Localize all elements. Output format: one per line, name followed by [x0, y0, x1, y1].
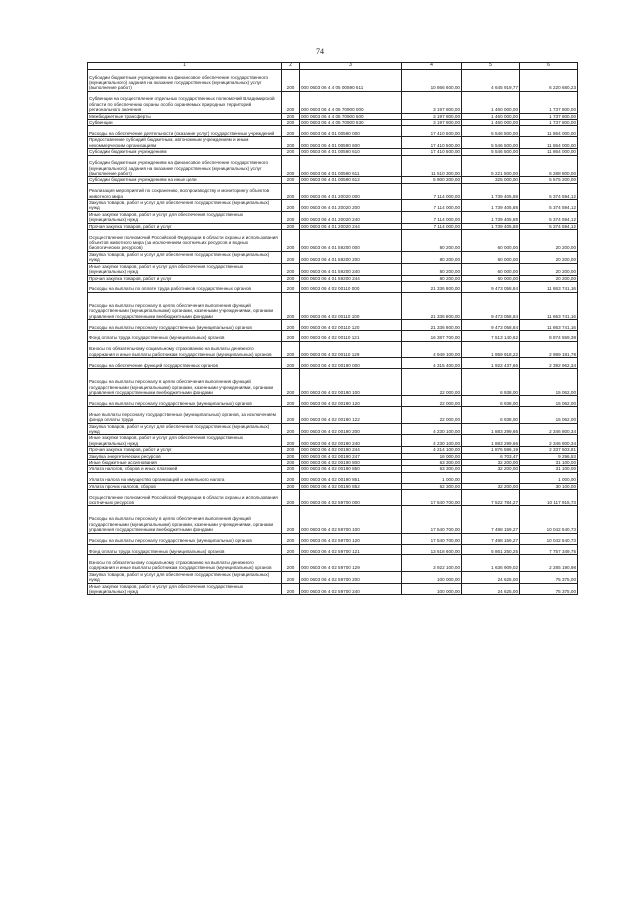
row-approved-amount-cell: 22 000,00 — [402, 369, 462, 396]
table-row — [88, 91, 578, 113]
row-name-cell: Расходы на выплаты персоналу государственных (муниципальных) органов — [88, 533, 282, 544]
row-name-cell: Взносы по обязательному социальному страхованию на выплаты денежного содержания и иные выплаты работникам государственных (муниципальных) органов — [88, 555, 282, 571]
row-approved-amount-cell: 4 230 100,00 — [402, 435, 462, 447]
row-executed-amount-cell: 32 200,00 — [462, 483, 520, 489]
table-row — [88, 490, 578, 506]
row-unexecuted-amount-cell: 11 864 000,00 — [520, 149, 578, 155]
row-name-cell: Расходы на обеспечение деятельности (оказание услуг) государственных учреждений — [88, 126, 282, 137]
row-executed-amount-cell: 60 000,00 — [462, 263, 520, 275]
row-approved-amount-cell: 21 336 800,00 — [402, 292, 462, 319]
row-name-cell: Расходы на выплаты персоналу государственных (муниципальных) органов — [88, 396, 282, 407]
row-approved-amount-cell: 3 197 800,00 — [402, 113, 462, 119]
row-code-cell: 200 — [282, 341, 300, 357]
row-name-cell: Иные бюджетные ассигнования — [88, 460, 282, 466]
table-row — [88, 275, 578, 281]
row-name-cell: Прочая закупка товаров, работ и услуг — [88, 275, 282, 281]
table-row — [88, 466, 578, 472]
row-classification-code-cell: 000 0603 06 4 01 00590 000 — [300, 126, 402, 137]
row-name-cell: Расходы на обеспечение функций государственных органов — [88, 358, 282, 369]
row-name-cell: Прочая закупка товаров, работ и услуг — [88, 223, 282, 229]
row-unexecuted-amount-cell: 10 042 540,73 — [520, 533, 578, 544]
row-executed-amount-cell: 7 513 140,62 — [462, 330, 520, 341]
row-code-cell: 200 — [282, 407, 300, 423]
row-classification-code-cell: 000 0603 06 4 01 00590 610 — [300, 149, 402, 155]
row-code-cell: 200 — [282, 113, 300, 119]
header-col-6: 6 — [520, 63, 578, 70]
row-name-cell: Субвенции — [88, 120, 282, 126]
row-approved-amount-cell: 16 387 700,00 — [402, 330, 462, 341]
row-approved-amount-cell: 4 315 400,00 — [402, 358, 462, 369]
row-approved-amount-cell: 3 197 800,00 — [402, 91, 462, 113]
row-unexecuted-amount-cell: 11 863 741,16 — [520, 281, 578, 292]
row-unexecuted-amount-cell: 2 346 800,34 — [520, 423, 578, 435]
row-executed-amount-cell: 1 883 299,66 — [462, 435, 520, 447]
row-unexecuted-amount-cell: 1 737 800,00 — [520, 120, 578, 126]
table-row — [88, 571, 578, 583]
table-row — [88, 544, 578, 555]
row-executed-amount-cell: 1 922 437,66 — [462, 358, 520, 369]
row-name-cell: Межбюджетные трансферты — [88, 113, 282, 119]
row-unexecuted-amount-cell: 20 200,00 — [520, 275, 578, 281]
row-classification-code-cell: 000 0603 06 4 01 00590 612 — [300, 177, 402, 183]
row-approved-amount-cell: 17 540 700,00 — [402, 506, 462, 533]
row-classification-code-cell: 000 0603 06 4 02 00110 100 — [300, 292, 402, 319]
table-row — [88, 200, 578, 212]
table-row — [88, 341, 578, 357]
row-executed-amount-cell: 1 739 405,88 — [462, 211, 520, 223]
row-classification-code-cell: 000 0603 06 4 02 00190 120 — [300, 396, 402, 407]
row-executed-amount-cell: 1 959 918,22 — [462, 341, 520, 357]
row-code-cell: 200 — [282, 423, 300, 435]
row-classification-code-cell: 000 0603 06 4 02 00190 850 — [300, 466, 402, 472]
table-row — [88, 472, 578, 483]
row-classification-code-cell: 000 0603 06 4 02 00110 000 — [300, 281, 402, 292]
row-code-cell: 200 — [282, 230, 300, 252]
row-classification-code-cell: 000 0603 06 4 01 00590 600 — [300, 137, 402, 149]
table-row — [88, 223, 578, 229]
row-unexecuted-amount-cell: 5 374 594,12 — [520, 211, 578, 223]
row-unexecuted-amount-cell: 20 200,00 — [520, 230, 578, 252]
row-name-cell: Иные закупки товаров, работ и услуг для обеспечения государственных (муниципальных) нужд — [88, 435, 282, 447]
row-approved-amount-cell: 11 510 300,00 — [402, 155, 462, 177]
row-approved-amount-cell: 4 230 100,00 — [402, 423, 462, 435]
row-name-cell: Уплата налога на имущество организаций и земельного налога — [88, 472, 282, 483]
row-unexecuted-amount-cell: 5 575 200,00 — [520, 177, 578, 183]
table-row — [88, 292, 578, 319]
row-code-cell: 200 — [282, 466, 300, 472]
row-name-cell: Иные закупки товаров, работ и услуг для обеспечения государственных (муниципальных) нужд — [88, 211, 282, 223]
row-name-cell: Взносы по обязательному социальному страхованию на выплаты денежного содержания и иные выплаты работникам государственных (муниципальных) органов — [88, 341, 282, 357]
table-row — [88, 407, 578, 423]
row-classification-code-cell: 000 0603 06 4 01 59200 240 — [300, 263, 402, 275]
table-row — [88, 211, 578, 223]
row-executed-amount-cell: 4 645 919,77 — [462, 70, 520, 92]
row-code-cell: 200 — [282, 281, 300, 292]
row-code-cell: 200 — [282, 472, 300, 483]
row-unexecuted-amount-cell: 1 000,00 — [520, 472, 578, 483]
row-code-cell: 200 — [282, 571, 300, 583]
row-code-cell: 200 — [282, 223, 300, 229]
row-approved-amount-cell: 16 000,00 — [402, 453, 462, 459]
table-row — [88, 251, 578, 263]
row-approved-amount-cell: 17 410 500,00 — [402, 137, 462, 149]
row-code-cell: 200 — [282, 435, 300, 447]
row-classification-code-cell: 000 0603 06 4 01 59200 244 — [300, 275, 402, 281]
row-approved-amount-cell: 17 410 500,00 — [402, 126, 462, 137]
row-unexecuted-amount-cell: 75 375,00 — [520, 571, 578, 583]
table-row — [88, 369, 578, 396]
row-classification-code-cell: 000 0603 06 4 02 59700 200 — [300, 571, 402, 583]
row-name-cell: Закупка товаров, работ и услуг для обеспечения государственных (муниципальных) нужд — [88, 423, 282, 435]
table-row — [88, 320, 578, 331]
row-approved-amount-cell: 7 114 000,00 — [402, 223, 462, 229]
table-row — [88, 583, 578, 595]
row-classification-code-cell: 000 0603 06 4 02 00190 247 — [300, 453, 402, 459]
row-code-cell: 200 — [282, 149, 300, 155]
row-name-cell: Закупка товаров, работ и услуг для обеспечения государственных (муниципальных) нужд — [88, 571, 282, 583]
row-approved-amount-cell: 3 197 800,00 — [402, 120, 462, 126]
row-classification-code-cell: 000 0603 06 4 01 59200 200 — [300, 251, 402, 263]
row-unexecuted-amount-cell: 2 346 800,34 — [520, 435, 578, 447]
table-row — [88, 423, 578, 435]
row-classification-code-cell: 000 0603 06 4 02 59700 000 — [300, 490, 402, 506]
row-name-cell: Закупка энергетических ресурсов — [88, 453, 282, 459]
row-approved-amount-cell: 80 200,00 — [402, 275, 462, 281]
row-approved-amount-cell: 17 410 500,00 — [402, 149, 462, 155]
row-classification-code-cell: 000 0603 06 4 02 00190 122 — [300, 407, 402, 423]
row-executed-amount-cell: 5 546 500,00 — [462, 126, 520, 137]
row-classification-code-cell: 000 0603 06 4 02 59700 129 — [300, 555, 402, 571]
table-header-row — [88, 63, 578, 70]
row-executed-amount-cell: 60 000,00 — [462, 251, 520, 263]
row-unexecuted-amount-cell: 15 062,00 — [520, 407, 578, 423]
row-approved-amount-cell: 17 540 700,00 — [402, 533, 462, 544]
row-classification-code-cell: 000 0603 06 4 02 59700 120 — [300, 533, 402, 544]
table-row — [88, 70, 578, 92]
table-row — [88, 137, 578, 149]
header-col-5: 5 — [462, 63, 520, 70]
row-code-cell: 200 — [282, 583, 300, 595]
row-name-cell: Субсидии бюджетным учреждениям на иные цели — [88, 177, 282, 183]
row-unexecuted-amount-cell: 10 117 915,73 — [520, 490, 578, 506]
row-classification-code-cell: 000 0603 06 4 01 20020 244 — [300, 223, 402, 229]
row-code-cell: 200 — [282, 120, 300, 126]
row-approved-amount-cell: 7 114 000,00 — [402, 183, 462, 199]
row-code-cell: 200 — [282, 544, 300, 555]
row-code-cell: 200 — [282, 320, 300, 331]
row-classification-code-cell: 000 0603 06 4 02 00110 120 — [300, 320, 402, 331]
table-row — [88, 358, 578, 369]
row-name-cell: Иные закупки товаров, работ и услуг для обеспечения государственных (муниципальных) нужд — [88, 263, 282, 275]
row-executed-amount-cell: 6 938,00 — [462, 396, 520, 407]
header-col-2: 2 — [282, 63, 300, 70]
row-approved-amount-cell: 22 000,00 — [402, 407, 462, 423]
row-name-cell: Субсидии бюджетным учреждениям на финансовое обеспечение государственного (муниципального) задания на оказание государственных (муниципальных) услуг (выполнение работ) — [88, 70, 282, 92]
row-executed-amount-cell: 6 703,47 — [462, 453, 520, 459]
row-executed-amount-cell: 1 460 000,00 — [462, 91, 520, 113]
row-executed-amount-cell: 32 200,00 — [462, 466, 520, 472]
row-executed-amount-cell: 1 460 000,00 — [462, 120, 520, 126]
row-unexecuted-amount-cell: 31 100,00 — [520, 460, 578, 466]
row-classification-code-cell: 000 0603 06 4 4 05 70900 500 — [300, 113, 402, 119]
row-unexecuted-amount-cell: 20 200,00 — [520, 263, 578, 275]
row-classification-code-cell: 000 0603 06 4 02 00190 240 — [300, 435, 402, 447]
row-classification-code-cell: 000 0603 06 4 4 05 70900 530 — [300, 120, 402, 126]
row-code-cell: 200 — [282, 292, 300, 319]
row-code-cell: 200 — [282, 183, 300, 199]
row-approved-amount-cell: 13 618 600,00 — [402, 544, 462, 555]
row-approved-amount-cell: 63 300,00 — [402, 466, 462, 472]
row-classification-code-cell: 000 0603 06 4 01 59200 000 — [300, 230, 402, 252]
row-classification-code-cell: 000 0603 06 4 02 00110 129 — [300, 341, 402, 357]
row-executed-amount-cell: 24 625,00 — [462, 583, 520, 595]
row-code-cell: 200 — [282, 200, 300, 212]
row-code-cell: 200 — [282, 506, 300, 533]
row-code-cell: 200 — [282, 490, 300, 506]
row-name-cell: Уплата прочих налогов, сборов — [88, 483, 282, 489]
row-name-cell: Расходы на выплаты персоналу государственных (муниципальных) органов — [88, 320, 282, 331]
row-code-cell: 200 — [282, 533, 300, 544]
row-code-cell: 200 — [282, 555, 300, 571]
row-classification-code-cell: 000 0603 06 4 01 20020 240 — [300, 211, 402, 223]
row-approved-amount-cell: 100 000,00 — [402, 583, 462, 595]
row-executed-amount-cell: 7 522 784,27 — [462, 490, 520, 506]
row-name-cell: Иные закупки товаров, работ и услуг для обеспечения государственных (муниципальных) нужд — [88, 583, 282, 595]
table-row — [88, 555, 578, 571]
row-executed-amount-cell: 5 221 500,00 — [462, 155, 520, 177]
row-name-cell: Расходы на выплаты персоналу в целях обеспечения выполнения функций государственными (муниципальными) органами, казенными учреждениями, органами управления государственными внебюджетными фондами — [88, 292, 282, 319]
row-unexecuted-amount-cell: 7 757 349,75 — [520, 544, 578, 555]
row-code-cell: 200 — [282, 251, 300, 263]
row-unexecuted-amount-cell: 5 374 594,12 — [520, 223, 578, 229]
row-executed-amount-cell: 1 636 909,02 — [462, 555, 520, 571]
row-executed-amount-cell: 1 883 299,66 — [462, 423, 520, 435]
row-name-cell: Осуществление полномочий Российской Федерации в области охраны и использования объектов животного мира (за исключением охотничьих ресурсов и водных биологических ресурсов) — [88, 230, 282, 252]
row-code-cell: 200 — [282, 369, 300, 396]
row-classification-code-cell: 000 0603 06 4 01 20020 000 — [300, 183, 402, 199]
row-code-cell: 200 — [282, 275, 300, 281]
row-unexecuted-amount-cell: 2 285 190,98 — [520, 555, 578, 571]
row-unexecuted-amount-cell: 5 374 594,12 — [520, 200, 578, 212]
row-unexecuted-amount-cell: 1 737 800,00 — [520, 113, 578, 119]
table-row — [88, 506, 578, 533]
row-executed-amount-cell: 32 200,00 — [462, 460, 520, 466]
row-code-cell: 200 — [282, 126, 300, 137]
row-executed-amount-cell: 6 938,00 — [462, 407, 520, 423]
row-code-cell: 200 — [282, 70, 300, 92]
row-classification-code-cell: 000 0603 06 4 02 00190 200 — [300, 423, 402, 435]
row-code-cell: 200 — [282, 137, 300, 149]
row-approved-amount-cell: 62 300,00 — [402, 483, 462, 489]
row-executed-amount-cell: 24 625,00 — [462, 571, 520, 583]
row-approved-amount-cell: 5 900 200,00 — [402, 177, 462, 183]
table-row — [88, 126, 578, 137]
table-row — [88, 435, 578, 447]
row-approved-amount-cell: 4 214 100,00 — [402, 447, 462, 453]
row-classification-code-cell: 000 0603 06 4 02 00190 800 — [300, 460, 402, 466]
row-approved-amount-cell: 22 000,00 — [402, 396, 462, 407]
row-unexecuted-amount-cell: 6 288 800,00 — [520, 155, 578, 177]
row-unexecuted-amount-cell: 2 989 181,78 — [520, 341, 578, 357]
row-name-cell: Осуществление полномочий Российской Федерации в области охраны и использования охотничьих ресурсов — [88, 490, 282, 506]
row-unexecuted-amount-cell: 9 296,53 — [520, 453, 578, 459]
row-name-cell: Фонд оплаты труда государственных (муниципальных) органов — [88, 544, 282, 555]
row-executed-amount-cell: 5 861 250,25 — [462, 544, 520, 555]
row-executed-amount-cell: 1 460 000,00 — [462, 113, 520, 119]
row-approved-amount-cell: 21 336 800,00 — [402, 320, 462, 331]
row-approved-amount-cell: 3 922 100,00 — [402, 555, 462, 571]
row-classification-code-cell: 000 0603 06 4 02 00190 852 — [300, 483, 402, 489]
page-number: 74 — [316, 47, 324, 56]
table-row — [88, 149, 578, 155]
row-unexecuted-amount-cell: 5 374 594,12 — [520, 183, 578, 199]
row-executed-amount-cell: 5 546 500,00 — [462, 137, 520, 149]
row-name-cell: Расходы на выплаты персоналу в целях обеспечения выполнения функций государственными (муниципальными) органами, казенными учреждениями, органами управления государственными внебюджетными фондами — [88, 369, 282, 396]
row-code-cell: 200 — [282, 460, 300, 466]
row-name-cell: Иные выплаты персоналу государственных (муниципальных) органов, за исключением фонда оплаты труда — [88, 407, 282, 423]
row-approved-amount-cell: 80 200,00 — [402, 230, 462, 252]
row-name-cell: Субсидии бюджетным учреждениям на финансовое обеспечение государственного (муниципального) задания на оказание государственных (муниципальных) услуг (выполнение работ) — [88, 155, 282, 177]
row-name-cell: Расходы на выплаты персоналу в целях обеспечения выполнения функций государственными (муниципальными) органами, казенными учреждениями, органами управления государственными внебюджетными фондами — [88, 506, 282, 533]
row-executed-amount-cell: 7 498 159,27 — [462, 533, 520, 544]
row-unexecuted-amount-cell: 8 874 559,38 — [520, 330, 578, 341]
table-row — [88, 330, 578, 341]
row-executed-amount-cell — [462, 472, 520, 483]
row-unexecuted-amount-cell: 31 100,00 — [520, 466, 578, 472]
table-row — [88, 396, 578, 407]
row-executed-amount-cell: 325 000,00 — [462, 177, 520, 183]
row-classification-code-cell: 000 0603 06 4 4 05 00590 611 — [300, 70, 402, 92]
row-approved-amount-cell: 7 114 000,00 — [402, 211, 462, 223]
row-code-cell: 200 — [282, 358, 300, 369]
row-code-cell: 200 — [282, 155, 300, 177]
row-classification-code-cell: 000 0603 06 4 4 05 70900 000 — [300, 91, 402, 113]
row-executed-amount-cell: 1 876 596,19 — [462, 447, 520, 453]
budget-execution-table — [87, 62, 578, 595]
row-executed-amount-cell: 7 498 159,27 — [462, 506, 520, 533]
row-executed-amount-cell: 9 473 058,84 — [462, 281, 520, 292]
row-name-cell: Расходы на выплаты по оплате труда работников государственных органов — [88, 281, 282, 292]
row-approved-amount-cell: 80 200,00 — [402, 251, 462, 263]
row-classification-code-cell: 000 0603 06 4 02 00190 000 — [300, 358, 402, 369]
row-approved-amount-cell: 63 300,00 — [402, 460, 462, 466]
row-unexecuted-amount-cell: 6 220 680,23 — [520, 70, 578, 92]
row-approved-amount-cell: 4 949 100,00 — [402, 341, 462, 357]
row-classification-code-cell: 000 0603 06 4 02 00190 244 — [300, 447, 402, 453]
row-unexecuted-amount-cell: 15 062,00 — [520, 369, 578, 396]
row-name-cell: Закупка товаров, работ и услуг для обеспечения государственных (муниципальных) нужд — [88, 200, 282, 212]
row-approved-amount-cell: 7 114 000,00 — [402, 200, 462, 212]
row-executed-amount-cell: 9 473 058,84 — [462, 292, 520, 319]
row-name-cell: Закупка товаров, работ и услуг для обеспечения государственных (муниципальных) нужд — [88, 251, 282, 263]
row-name-cell: Фонд оплаты труда государственных (муниципальных) органов — [88, 330, 282, 341]
row-classification-code-cell: 000 0603 06 4 02 59700 100 — [300, 506, 402, 533]
row-name-cell: Предоставление субсидий бюджетным, автономным учреждениям и иным некоммерческим организациям — [88, 137, 282, 149]
header-col-4: 4 — [402, 63, 462, 70]
row-name-cell: Субвенции на осуществление отдельных государственных полномочий Владимирской области по обеспечению охраны особо охраняемых природных территорий регионального значения — [88, 91, 282, 113]
row-executed-amount-cell: 1 739 405,88 — [462, 200, 520, 212]
row-executed-amount-cell: 60 000,00 — [462, 230, 520, 252]
row-code-cell: 200 — [282, 453, 300, 459]
row-unexecuted-amount-cell: 2 392 962,34 — [520, 358, 578, 369]
row-unexecuted-amount-cell: 11 864 000,00 — [520, 137, 578, 149]
row-code-cell: 200 — [282, 483, 300, 489]
row-executed-amount-cell: 60 000,00 — [462, 275, 520, 281]
row-classification-code-cell: 000 0603 06 4 02 59700 121 — [300, 544, 402, 555]
row-unexecuted-amount-cell: 2 337 503,81 — [520, 447, 578, 453]
table-row — [88, 230, 578, 252]
table-row — [88, 281, 578, 292]
row-classification-code-cell: 000 0603 06 4 01 00590 611 — [300, 155, 402, 177]
row-unexecuted-amount-cell: 75 375,00 — [520, 583, 578, 595]
row-unexecuted-amount-cell: 30 100,00 — [520, 483, 578, 489]
row-code-cell: 200 — [282, 211, 300, 223]
row-executed-amount-cell: 1 739 405,88 — [462, 183, 520, 199]
row-name-cell: Уплата налогов, сборов и иных платежей — [88, 466, 282, 472]
row-classification-code-cell: 000 0603 06 4 02 00190 851 — [300, 472, 402, 483]
row-approved-amount-cell: 21 336 800,00 — [402, 281, 462, 292]
row-unexecuted-amount-cell: 1 737 800,00 — [520, 91, 578, 113]
row-approved-amount-cell: 100 000,00 — [402, 571, 462, 583]
header-col-1: 1 — [88, 63, 282, 70]
row-unexecuted-amount-cell: 11 864 000,00 — [520, 126, 578, 137]
row-approved-amount-cell: 1 000,00 — [402, 472, 462, 483]
row-classification-code-cell: 000 0603 06 4 01 20020 200 — [300, 200, 402, 212]
row-classification-code-cell: 000 0603 06 4 02 00190 100 — [300, 369, 402, 396]
row-code-cell: 200 — [282, 177, 300, 183]
row-code-cell: 200 — [282, 447, 300, 453]
row-code-cell: 200 — [282, 263, 300, 275]
row-unexecuted-amount-cell: 20 200,00 — [520, 251, 578, 263]
row-unexecuted-amount-cell: 15 062,00 — [520, 396, 578, 407]
row-code-cell: 200 — [282, 396, 300, 407]
table-row — [88, 533, 578, 544]
row-classification-code-cell: 000 0603 06 4 02 00110 121 — [300, 330, 402, 341]
row-executed-amount-cell: 1 739 405,88 — [462, 223, 520, 229]
row-approved-amount-cell: 80 200,00 — [402, 263, 462, 275]
row-unexecuted-amount-cell: 11 863 741,16 — [520, 320, 578, 331]
row-name-cell: Прочая закупка товаров, работ и услуг — [88, 447, 282, 453]
table-row — [88, 447, 578, 453]
row-executed-amount-cell: 9 473 058,84 — [462, 320, 520, 331]
row-executed-amount-cell: 6 938,00 — [462, 369, 520, 396]
table-row — [88, 263, 578, 275]
row-classification-code-cell: 000 0603 06 4 02 59700 240 — [300, 583, 402, 595]
row-unexecuted-amount-cell: 10 042 540,73 — [520, 506, 578, 533]
table-row — [88, 177, 578, 183]
table-row — [88, 183, 578, 199]
table-row — [88, 155, 578, 177]
row-code-cell: 200 — [282, 330, 300, 341]
row-approved-amount-cell: 17 640 700,00 — [402, 490, 462, 506]
row-unexecuted-amount-cell: 11 863 741,16 — [520, 292, 578, 319]
row-approved-amount-cell: 10 866 600,00 — [402, 70, 462, 92]
row-executed-amount-cell: 5 546 500,00 — [462, 149, 520, 155]
row-code-cell: 200 — [282, 91, 300, 113]
header-col-3: 3 — [300, 63, 402, 70]
row-name-cell: Субсидии бюджетным учреждениям — [88, 149, 282, 155]
row-name-cell: Реализация мероприятий по сохранению, воспроизводству и мониторингу объектов животного мира — [88, 183, 282, 199]
